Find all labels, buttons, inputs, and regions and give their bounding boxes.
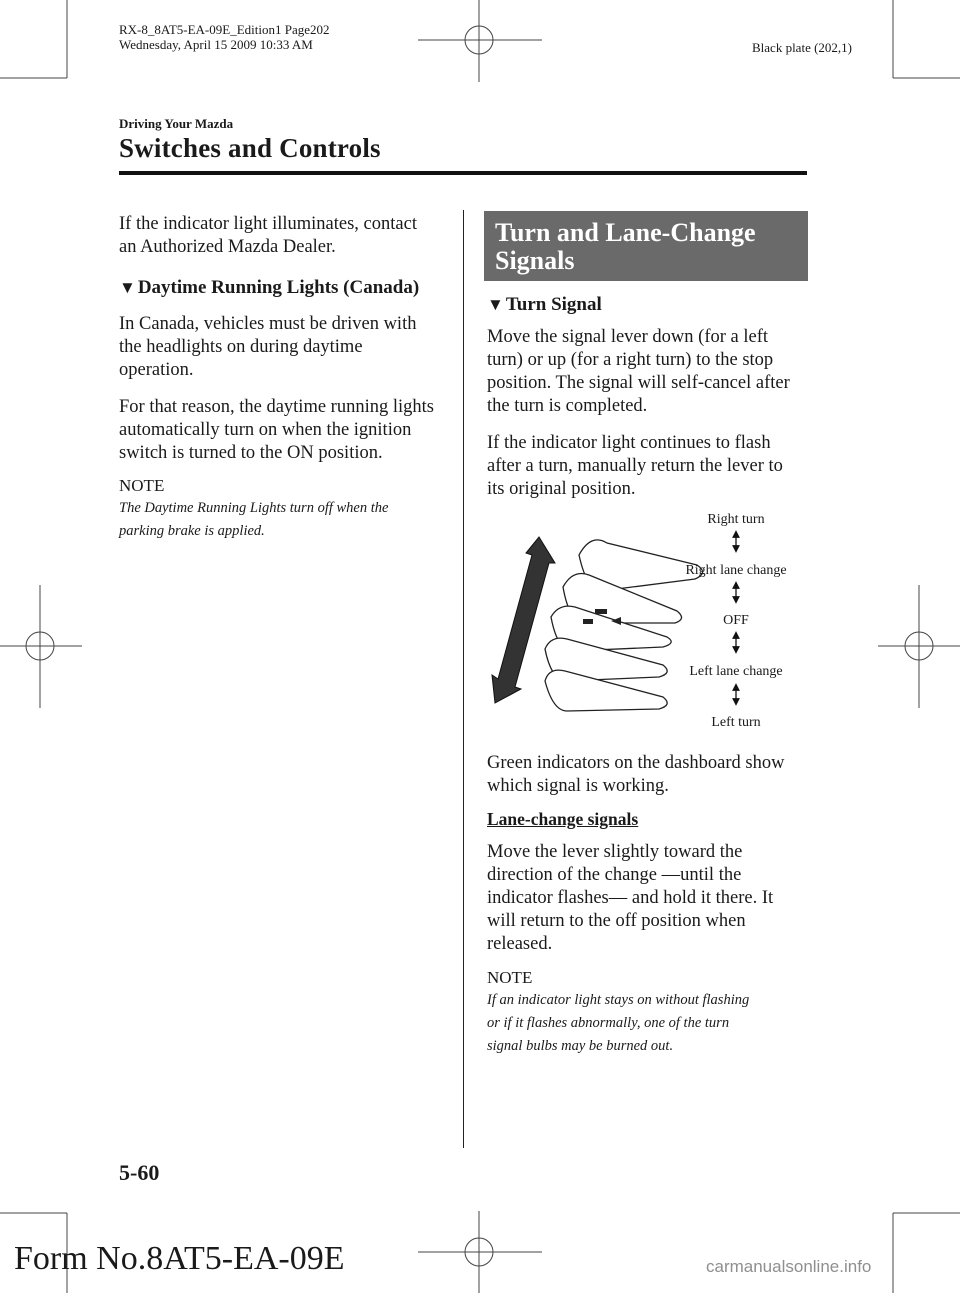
section-banner: Turn and Lane-Change Signals [484,211,808,281]
column-divider [463,210,464,1148]
drl-paragraph-1: In Canada, vehicles must be driven with the headlights on during daytime operation. [119,314,417,380]
note-text: The Daytime Running Lights turn off when the parking brake is applied. [119,500,389,539]
left-column [119,213,449,543]
section-label: Driving Your Mazda [119,116,234,131]
label-right-lane-change: Right lane change [685,563,787,578]
drl-heading: ▼ Daytime Running Lights (Canada) [119,277,420,298]
triangle-bullet-icon: ▼ [487,295,504,314]
watermark: carmanualsonline.info [706,1257,872,1276]
drl-paragraph-2: For that reason, the daytime running lights automatically turn on when the ignition switch is turned to the ON position. [119,397,434,463]
right-column-lower [487,752,807,1058]
plate-label: Black plate (202,1) [752,40,852,55]
print-file-line: RX-8_8AT5-EA-09E_Edition1 Page202 [119,22,330,37]
switch-marking-icon [583,619,593,624]
switch-marking-icon [595,609,607,614]
intro-paragraph: If the indicator light illuminates, contact an Authorized Mazda Dealer. [119,214,417,257]
page-title: Switches and Controls [119,133,381,163]
note-label: NOTE [487,968,533,987]
turn-paragraph-2: If the indicator light continues to flash after a turn, manually return the lever to its original position. [487,433,783,499]
right-column-upper [487,293,807,501]
page-number: 5-60 [119,1160,160,1185]
title-rule [119,171,807,175]
label-right-turn: Right turn [707,512,765,527]
label-left-turn: Left turn [711,715,761,730]
triangle-bullet-icon: ▼ [119,278,136,297]
green-indicator-paragraph: Green indicators on the dashboard show which signal is working. [487,753,785,796]
note-text: If an indicator light stays on without flashing or if it flashes abnormally, one of the turn signal bulbs may be burned out. [487,992,750,1054]
lane-change-paragraph: Move the lever slightly toward the direction of the change ―until the indicator flashes― and hold it there. It will return to the off position when released. [487,842,774,954]
turn-signal-heading: ▼ Turn Signal [487,294,602,315]
note-label: NOTE [119,476,165,495]
turn-signal-lever-diagram [487,525,807,735]
lane-change-heading: Lane-change signals [487,809,639,829]
label-off: OFF [723,613,749,628]
form-number: Form No.8AT5-EA-09E [14,1240,345,1277]
label-left-lane-change: Left lane change [689,664,783,679]
turn-paragraph-1: Move the signal lever down (for a left turn) or up (for a right turn) to the stop position. The signal will self-cancel after the turn is completed. [487,327,790,416]
print-date-line: Wednesday, April 15 2009 10:33 AM [119,37,313,52]
